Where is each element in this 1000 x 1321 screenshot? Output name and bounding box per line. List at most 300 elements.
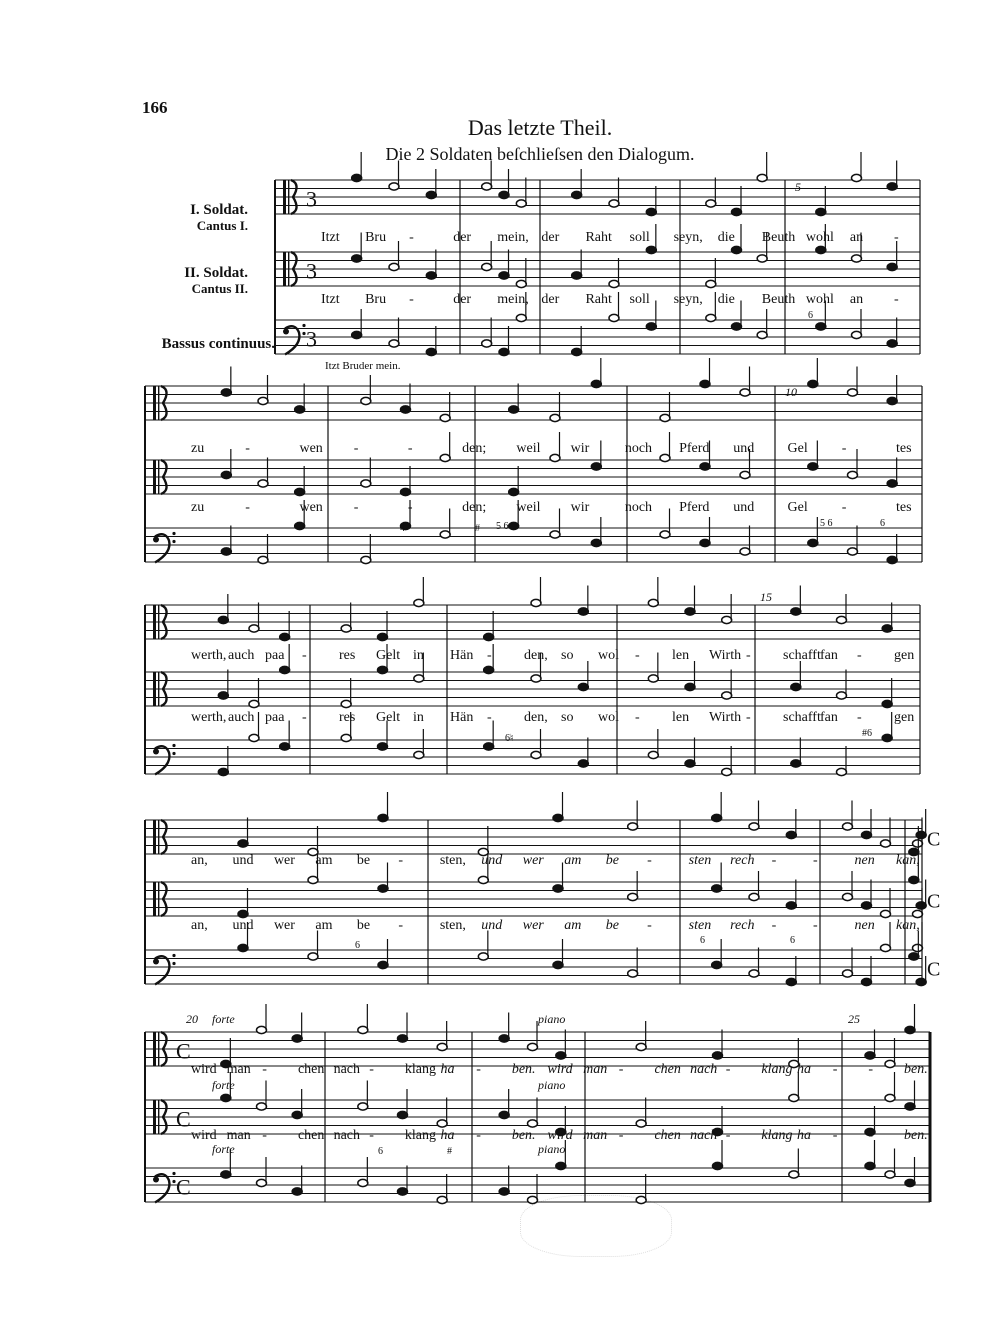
lyric-syllable: ben. [904, 1128, 928, 1143]
note-head [482, 340, 492, 347]
lyric-syllable: wird [191, 1128, 217, 1143]
note-head [749, 970, 759, 977]
figured-bass: 6 [808, 310, 813, 321]
note-head [808, 463, 818, 470]
note-head [440, 454, 450, 461]
lyric-syllable: - [746, 648, 751, 663]
lyric-syllable: man [226, 1062, 251, 1077]
note-head [700, 380, 710, 387]
dynamic-marking: forte [212, 1142, 235, 1156]
note-head [238, 840, 248, 847]
note-head [389, 183, 399, 190]
f-clef-dot [283, 329, 289, 335]
lyric-syllable: mein, [497, 230, 529, 245]
lyric-syllable: rech [730, 918, 755, 933]
lyric-syllable: wohl [805, 292, 834, 307]
lyric-syllable: seyn, [673, 230, 703, 245]
lyric-syllable: len [672, 648, 690, 663]
f-clef-dot [172, 744, 175, 747]
measure-number: 5 [795, 180, 801, 194]
time-signature: C [176, 1038, 191, 1064]
note-head [789, 1171, 799, 1178]
lyric-syllable: und [481, 853, 503, 868]
lyric-syllable: wol [598, 648, 619, 663]
note-head [852, 255, 862, 262]
lyric-syllable: - [369, 1062, 374, 1077]
note-head [881, 910, 891, 917]
lyric-syllable: die [717, 292, 735, 307]
c-clef [283, 252, 286, 286]
figured-bass: 6♮ [505, 733, 514, 744]
system-4 [145, 792, 940, 986]
note-head [426, 191, 436, 198]
incipit-text: Itzt Bruder mein. [325, 360, 401, 372]
lyric-syllable: rech [730, 853, 755, 868]
note-head [700, 463, 710, 470]
lyric-syllable: zu [191, 500, 205, 515]
lyric-syllable: res [339, 648, 356, 663]
lyric-syllable: be [605, 853, 619, 868]
note-head [414, 751, 424, 758]
note-head [550, 414, 560, 421]
c-clef-thin [288, 180, 289, 214]
note-head [218, 768, 228, 775]
lyric-syllable: - [262, 1062, 267, 1077]
note-head [660, 414, 670, 421]
f-clef-dot [153, 749, 159, 755]
lyric-syllable: - [487, 710, 492, 725]
lyric-syllable: und [232, 918, 254, 933]
lyric-syllable: man [583, 1062, 608, 1077]
note-head [685, 608, 695, 615]
f-clef-dot [172, 540, 175, 543]
piece-title: Das letzte Theil. [467, 115, 613, 140]
note-head [292, 1188, 302, 1195]
c-clef-thin [158, 460, 159, 494]
note-head [572, 272, 582, 279]
note-head [887, 263, 897, 270]
note-head [706, 314, 716, 321]
lyric-syllable: der [541, 292, 560, 307]
note-head [885, 1171, 895, 1178]
note-head [358, 1103, 368, 1110]
note-head [308, 876, 318, 883]
note-head [509, 406, 519, 413]
dynamic-marking: forte [212, 1012, 235, 1026]
c-clef [153, 882, 156, 916]
lyric-syllable: be [356, 853, 371, 868]
note-head [712, 814, 722, 821]
note-head [722, 768, 732, 775]
lyric-syllable: - [857, 710, 862, 725]
lyric-syllable: ben. [904, 1062, 928, 1077]
note-head [378, 961, 388, 968]
lyric-syllable: - [302, 648, 307, 663]
lyric-syllable: - [857, 648, 862, 663]
note-head [905, 1103, 915, 1110]
dynamic-marking: piano [538, 1078, 566, 1092]
voice-part: Cantus II. [191, 281, 248, 296]
page-number: 166 [142, 98, 168, 117]
note-head [437, 1196, 447, 1203]
lyric-syllable: schafft [783, 710, 821, 725]
note-head [848, 389, 858, 396]
lyric-syllable: ben. [511, 1128, 536, 1143]
note-head [848, 471, 858, 478]
note-head [221, 389, 231, 396]
note-head [437, 1120, 447, 1127]
system-3 [145, 577, 920, 776]
lyric-syllable: ben. [511, 1062, 536, 1077]
note-head [389, 340, 399, 347]
lyric-syllable: ha [797, 1062, 812, 1077]
note-head [482, 183, 492, 190]
note-head [249, 625, 259, 632]
lyric-syllable: Wirth [709, 710, 742, 725]
note-head [913, 840, 923, 847]
figured-bass: 4 [400, 523, 405, 534]
lyric-syllable: - [725, 1128, 731, 1143]
c-clef [153, 1032, 156, 1066]
lyric-syllable: wird [547, 1062, 573, 1077]
lyric-syllable: den, [524, 648, 548, 663]
lyric-syllable: Gelt [376, 710, 401, 725]
note-head [484, 743, 494, 750]
dynamic-marking: forte [212, 1078, 235, 1092]
note-head [378, 666, 388, 673]
note-head [887, 183, 897, 190]
lyric-syllable: - [841, 441, 847, 456]
lyric-syllable: man [583, 1128, 608, 1143]
lyric-syllable: res [339, 710, 356, 725]
note-head [280, 633, 290, 640]
note-head [426, 348, 436, 355]
lyric-syllable: - [771, 918, 777, 933]
lyric-syllable: - [409, 230, 414, 245]
note-head [712, 885, 722, 892]
note-head [221, 471, 231, 478]
note-head [591, 539, 601, 546]
lyric-syllable: - [245, 441, 250, 456]
lyric-syllable: fan [820, 648, 838, 663]
note-head [885, 1060, 895, 1067]
note-head [578, 760, 588, 767]
figured-bass: # [475, 523, 480, 534]
f-clef-dot [172, 532, 175, 535]
lyric-syllable: weil [516, 441, 541, 456]
lyric-syllable: ha [440, 1128, 455, 1143]
note-head [808, 539, 818, 546]
dynamic-marking: piano [538, 1012, 566, 1026]
lyric-syllable: Itzt [321, 292, 340, 307]
lyric-syllable: Gel [787, 500, 808, 515]
note-head [484, 666, 494, 673]
f-clef-dot [153, 959, 159, 965]
note-head [700, 539, 710, 546]
voice-part: Cantus I. [196, 218, 248, 233]
note-head [258, 480, 268, 487]
lyric-syllable: Gel [787, 441, 808, 456]
note-head [378, 885, 388, 892]
lyric-syllable: - [398, 918, 404, 933]
lyric-syllable: schafft [783, 648, 821, 663]
note-head [221, 1171, 231, 1178]
note-head [257, 1179, 267, 1186]
note-head [706, 280, 716, 287]
note-head [862, 902, 872, 909]
lyric-syllable: klang [404, 1062, 436, 1077]
system-2 [145, 358, 922, 564]
note-head [791, 683, 801, 690]
note-head [221, 1094, 231, 1101]
note-head [440, 414, 450, 421]
note-head [882, 625, 892, 632]
note-head [881, 944, 891, 951]
note-head [238, 944, 248, 951]
note-head [531, 751, 541, 758]
lyric-syllable: wohl [805, 230, 834, 245]
piece-subtitle: Die 2 Soldaten beſchlieſsen den Dialogum. [385, 144, 695, 164]
c-clef [283, 180, 286, 214]
note-head [591, 380, 601, 387]
note-head [881, 840, 891, 847]
note-head [218, 616, 228, 623]
note-head [578, 608, 588, 615]
note-head [401, 488, 411, 495]
note-head [732, 323, 742, 330]
lyric-syllable: an, [191, 918, 208, 933]
c-clef-thin [158, 1100, 159, 1134]
note-head [553, 814, 563, 821]
f-clef-dot [172, 962, 175, 965]
note-head [308, 953, 318, 960]
note-head [916, 831, 926, 838]
note-head [732, 208, 742, 215]
note-head [713, 1162, 723, 1169]
lyric-syllable: und [733, 441, 755, 456]
note-head [636, 1196, 646, 1203]
lyric-syllable: und [481, 918, 503, 933]
note-head [516, 314, 526, 321]
note-head [786, 831, 796, 838]
note-head [740, 471, 750, 478]
c-clef [153, 672, 156, 706]
note-head [808, 380, 818, 387]
lyric-syllable: wol [598, 710, 619, 725]
note-head [749, 823, 759, 830]
note-head [352, 331, 362, 338]
lyric-syllable: Pferd [679, 441, 710, 456]
lyric-syllable: sten [688, 918, 712, 933]
lyric-syllable: Raht [585, 230, 612, 245]
note-head [531, 675, 541, 682]
note-head [843, 970, 853, 977]
lyric-syllable: weil [516, 500, 541, 515]
lyric-syllable: be [605, 918, 619, 933]
f-clef-dot [172, 752, 175, 755]
c-clef-thin [158, 605, 159, 639]
c-clef-thin [158, 1032, 159, 1066]
lyric-syllable: nach [333, 1128, 361, 1143]
note-head [865, 1162, 875, 1169]
lyric-syllable: auch [228, 648, 255, 663]
note-head [478, 953, 488, 960]
lyric-syllable: wer [273, 918, 295, 933]
note-head [909, 876, 919, 883]
c-clef [153, 386, 156, 420]
note-head [609, 314, 619, 321]
figured-bass: #6 [862, 728, 872, 739]
note-head [786, 902, 796, 909]
note-head [706, 200, 716, 207]
note-head [843, 823, 853, 830]
note-head [361, 397, 371, 404]
lyric-syllable: - [868, 1062, 874, 1077]
note-head [628, 823, 638, 830]
lyric-syllable: - [262, 1128, 267, 1143]
figured-bass: 6 [378, 1146, 383, 1157]
lyric-syllable: - [353, 500, 359, 515]
lyric-syllable: - [868, 1128, 874, 1143]
note-head [499, 1188, 509, 1195]
note-head [609, 280, 619, 287]
note-head [292, 1111, 302, 1118]
note-head [516, 280, 526, 287]
note-head [295, 406, 305, 413]
note-head [509, 488, 519, 495]
note-head [852, 331, 862, 338]
figured-bass: # [447, 1146, 452, 1157]
lyric-syllable: auch [228, 710, 255, 725]
lyric-syllable: sten, [439, 853, 466, 868]
lyric-syllable: wird [191, 1062, 217, 1077]
note-head [352, 255, 362, 262]
note-head [816, 246, 826, 253]
lyric-syllable: gen [894, 648, 915, 663]
lyric-syllable: klang [761, 1062, 793, 1077]
note-head [816, 323, 826, 330]
lyric-syllable: - [813, 853, 818, 868]
note-head [722, 616, 732, 623]
lyric-syllable: ha [440, 1062, 455, 1077]
note-head [636, 1043, 646, 1050]
lyric-syllable: - [476, 1128, 481, 1143]
lyric-syllable: wen [299, 500, 323, 515]
note-head [249, 700, 259, 707]
note-head [258, 556, 268, 563]
lyric-syllable: noch [624, 500, 653, 515]
lyric-syllable: Beuth [761, 230, 796, 245]
lyric-syllable: Hän [450, 648, 474, 663]
lyric-syllable: - [618, 1128, 624, 1143]
note-head [862, 978, 872, 985]
figured-bass: 6 [880, 518, 885, 529]
lyric-syllable: noch [624, 441, 653, 456]
note-head [740, 548, 750, 555]
note-head [550, 454, 560, 461]
lyric-syllable: den; [462, 500, 487, 515]
lyric-syllable: wer [522, 853, 544, 868]
lyric-syllable: - [398, 853, 404, 868]
lyric-syllable: - [894, 230, 899, 245]
lyric-syllable: am [315, 853, 333, 868]
note-head [553, 885, 563, 892]
c-clef [153, 1100, 156, 1134]
c-clef-thin [158, 882, 159, 916]
lyric-syllable: in [413, 648, 424, 663]
lyric-syllable: Pferd [679, 500, 710, 515]
lyric-syllable: - [894, 292, 899, 307]
note-head [757, 331, 767, 338]
lyric-syllable: - [725, 1062, 731, 1077]
lyric-syllable: kan, [896, 853, 920, 868]
note-head [499, 1035, 509, 1042]
lyric-syllable: nach [690, 1128, 718, 1143]
lyric-syllable: - [245, 500, 250, 515]
c-clef-thin [158, 820, 159, 854]
lyric-syllable: - [635, 710, 640, 725]
lyric-syllable: sten [688, 853, 712, 868]
note-head [786, 978, 796, 985]
c-clef-thin [158, 386, 159, 420]
measure-number: 20 [186, 1012, 198, 1026]
lyric-syllable: so [561, 710, 574, 725]
system-1 [275, 152, 920, 356]
note-head [218, 692, 228, 699]
voice-name: I. Soldat. [190, 202, 248, 218]
time-signature: C [927, 828, 941, 851]
lyric-syllable: - [813, 918, 818, 933]
lyric-syllable: nach [690, 1062, 718, 1077]
lyric-syllable: wir [570, 441, 590, 456]
note-head [749, 893, 759, 900]
time-signature: C [176, 1106, 191, 1132]
lyric-syllable: - [635, 648, 640, 663]
note-head [862, 831, 872, 838]
lyric-syllable: - [618, 1062, 624, 1077]
note-head [484, 633, 494, 640]
lyric-syllable: und [733, 500, 755, 515]
note-head [482, 263, 492, 270]
lyric-syllable: - [771, 853, 777, 868]
note-head [221, 548, 231, 555]
system-5 [145, 1004, 930, 1204]
note-head [516, 200, 526, 207]
lyric-syllable: paa [265, 710, 285, 725]
note-head [648, 751, 658, 758]
c-clef [153, 820, 156, 854]
lyric-syllable: an [849, 230, 864, 245]
lyric-syllable: tes [896, 500, 912, 515]
note-head [398, 1188, 408, 1195]
note-head [837, 768, 847, 775]
note-head [556, 1052, 566, 1059]
note-head [882, 734, 892, 741]
note-head [341, 625, 351, 632]
note-head [499, 272, 509, 279]
lyric-syllable: - [302, 710, 307, 725]
dynamic-marking: piano [538, 1142, 566, 1156]
note-head [280, 743, 290, 750]
lyric-syllable: - [487, 648, 492, 663]
lyric-syllable: wird [547, 1128, 573, 1143]
note-head [531, 599, 541, 606]
lyric-syllable: Bru [365, 292, 387, 307]
lyric-syllable: wer [522, 918, 544, 933]
lyric-syllable: soll [629, 292, 650, 307]
note-head [909, 953, 919, 960]
figured-bass: 5 6 [496, 521, 509, 532]
